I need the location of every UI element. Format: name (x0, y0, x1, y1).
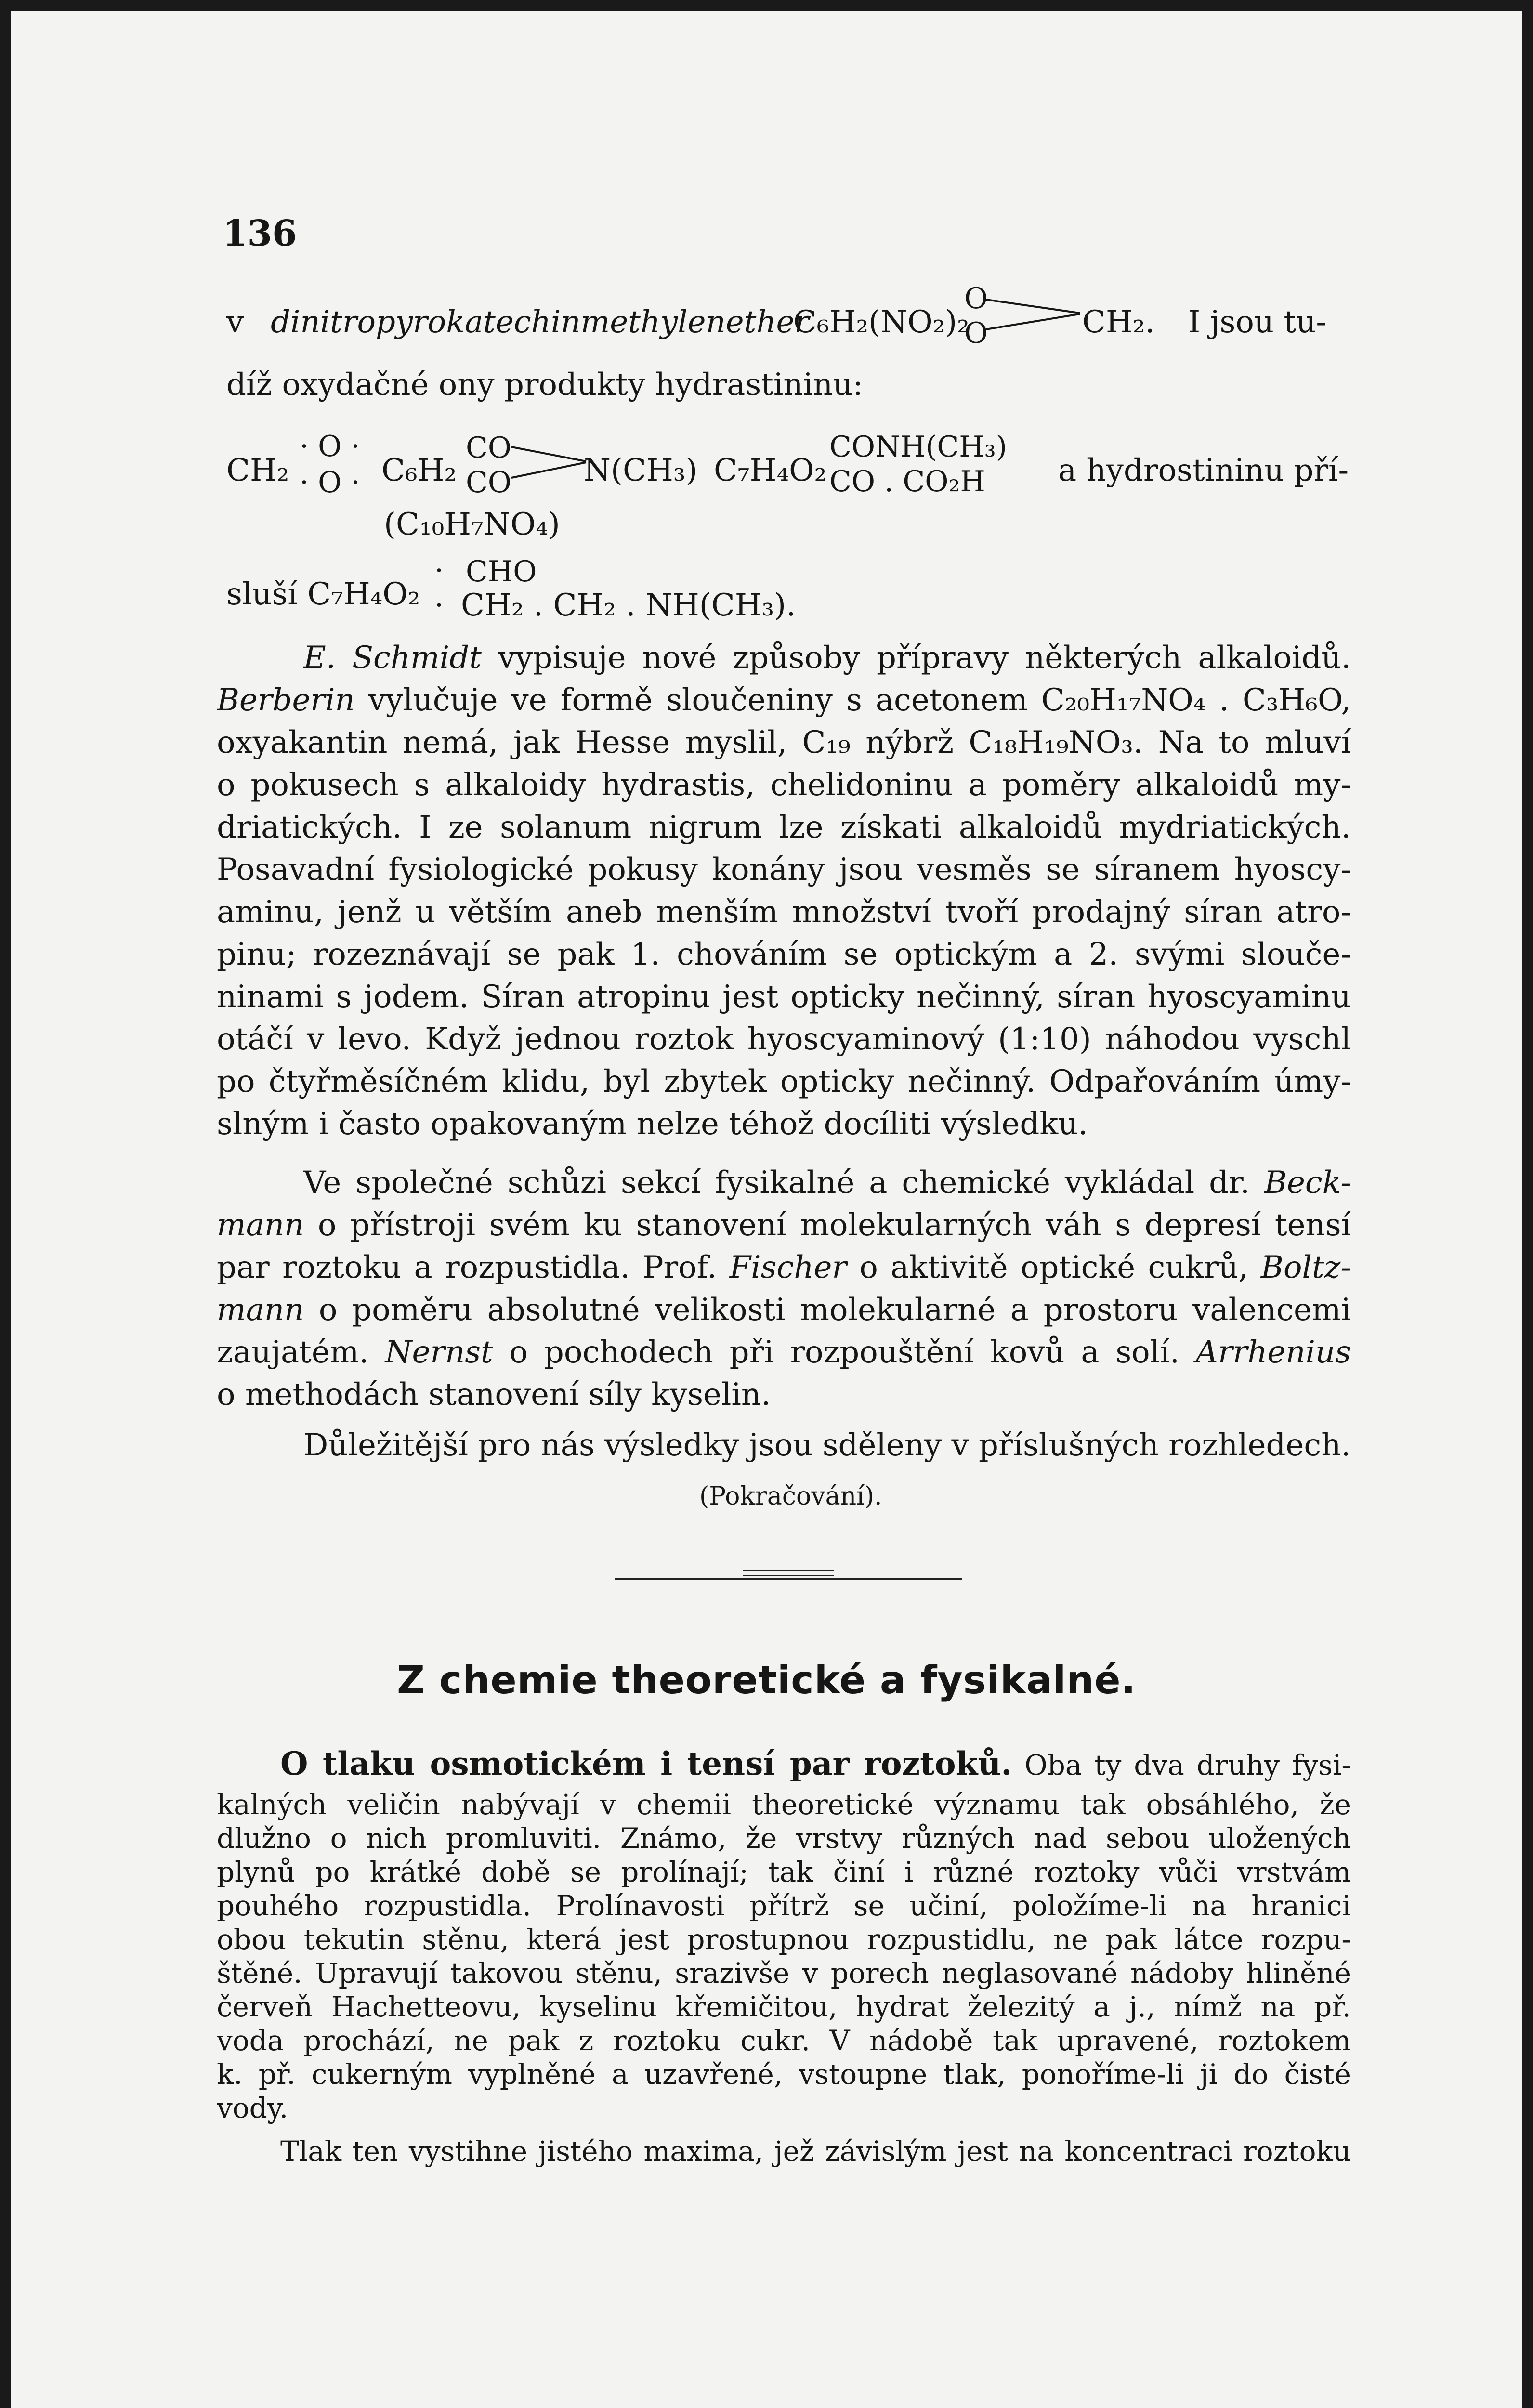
article-line: obou tekutin stěnu, která jest prostupnou rozpustidlu, ne pak látce rozpu- (217, 1923, 1351, 1956)
para1-line: Berberin vylučuje ve formě sloučeniny s acetonem C₂₀H₁₇NO₄ . C₃H₆O, (217, 682, 1351, 718)
para3-line: Důležitější pro nás výsledky jsou sděleny v příslušných rozhledech. (303, 1427, 1351, 1463)
formula-2-nitrogen: N(CH₃) (584, 453, 698, 488)
formula-2-co-top: CO (466, 431, 512, 465)
formula-2-molecular: (C₁₀H₇NO₄) (384, 507, 560, 542)
formula-2-ring: C₆H₂ (381, 453, 457, 488)
para1-line: pinu; rozeznávají se pak 1. chováním se optickým a 2. svými slouče- (217, 937, 1351, 972)
para1-line: Posavadní fysiologické pokusy konány jsou vesměs se síranem hyoscy- (217, 852, 1351, 888)
formula-2-dot-top: · O · (300, 430, 360, 463)
para1-line: slným i často opakovaným nelze téhož docíliti výsledku. (217, 1106, 1088, 1142)
formula-4-dot-bottom: · (434, 589, 444, 622)
para1-line: E. Schmidt vypisuje nové způsoby přípravy některých alkaloidů. (303, 640, 1351, 676)
article-line: kalných veličin nabývají v chemii theoretické významu tak obsáhlého, že (217, 1788, 1351, 1821)
formula-4-top: CHO (466, 555, 537, 589)
formula-2-co-bottom: CO (466, 466, 512, 499)
article-line: červeň Hachetteovu, kyselinu křemičitou, hydrat železitý a j., nímž na př. (217, 1990, 1351, 2023)
article-line: dlužno o nich promluviti. Známo, že vrstvy různých nad sebou uložených (217, 1822, 1351, 1855)
chem-formula-1-end: CH₂. (1082, 304, 1155, 340)
article-line: štěné. Upravují takovou stěnu, srazivše v porech neglasované nádoby hliněné (217, 1957, 1351, 1989)
formula-3-tail: a hydrostininu pří- (1058, 453, 1349, 488)
para1-line: po čtyřměsíčném klidu, byl zbytek opticky nečinný. Odpařováním úmy- (217, 1064, 1351, 1099)
para1-line: o pokusech s alkaloidy hydrastis, chelidoninu a poměry alkaloidů my- (217, 767, 1351, 803)
para2-line: mann o poměru absolutné velikosti molekularné a prostoru valencemi (217, 1292, 1351, 1328)
section-heading: Z chemie theoretické a fysikalné. (397, 1658, 1136, 1702)
scanned-page (11, 11, 1522, 2408)
formula-4-dot-top: · (434, 554, 444, 588)
page-number: 136 (223, 213, 297, 254)
para1-line: ninami s jodem. Síran atropinu jest opticky nečinný, síran hyoscyaminu (217, 979, 1351, 1015)
divider-rule (615, 1578, 962, 1580)
para2-line: Ve společné schůzi sekcí fysikalné a chemické vykládal dr. Beck- (303, 1165, 1351, 1201)
formula-2-ch2: CH₂ (226, 453, 289, 488)
para1-line: otáčí v levo. Když jednou roztok hyoscyaminový (1:10) náhodou vyschl (217, 1021, 1351, 1057)
formula-4-bottom: CH₂ . CH₂ . NH(CH₃). (461, 588, 796, 623)
para1-line: driatických. I ze solanum nigrum lze získati alkaloidů mydriatických. (217, 810, 1351, 845)
article-first-line: O tlaku osmotickém i tensí par roztoků. Oba ty dva druhy fysi- (280, 1745, 1351, 1782)
formula-1-bottom-oxygen: O (964, 316, 988, 350)
para1-line: aminu, jenž u větším aneb menším množství tvoří prodajný síran atro- (217, 894, 1351, 930)
para2-line: zaujatém. Nernst o pochodech při rozpouštění kovů a solí. Arrhenius (217, 1335, 1351, 1370)
chem-compound-name: dinitropyrokatechinmethylenether (271, 304, 809, 340)
formula-1-bracket (986, 295, 1082, 333)
para2-line: o methodách stanovení síly kyselin. (217, 1377, 771, 1413)
article-line: pouhého rozpustidla. Prolínavosti přítrž se učiní, položíme-li na hranici (217, 1889, 1351, 1922)
para2-line: par roztoku a rozpustidla. Prof. Fischer o aktivitě optické cukrů, Boltz- (217, 1250, 1351, 1285)
formula-3-top: CONH(CH₃) (829, 430, 1008, 464)
article-line: plynů po krátké době se prolínají; tak činí i různé roztoky vůči vrstvám (217, 1856, 1351, 1888)
formula-3-main: C₇H₄O₂ (714, 453, 827, 488)
article-line: k. př. cukerným vyplněné a uzavřené, vstoupne tlak, ponoříme-li ji do čisté (217, 2058, 1351, 2091)
article-line: Tlak ten vystihne jistého maxima, jež závislým jest na koncentraci roztoku (280, 2135, 1351, 2168)
para2-line: mann o přístroji svém ku stanovení molekularných váh s depresí tensí (217, 1207, 1351, 1243)
chem-intro-word: v (226, 304, 244, 340)
divider-rule-accent (743, 1570, 834, 1571)
article-line: voda prochází, ne pak z roztoku cukr. V nádobě tak upravené, roztokem (217, 2024, 1351, 2057)
divider-rule-accent (743, 1575, 834, 1576)
formula-4-lead: sluší C₇H₄O₂ (226, 576, 420, 612)
para1-line: oxyakantin nemá, jak Hesse myslil, C₁₉ nýbrž C₁₈H₁₉NO₃. Na to mluví (217, 725, 1351, 760)
formula-2-dot-bottom: · O · (300, 466, 360, 499)
continuation-note: (Pokračování). (699, 1482, 882, 1511)
formula-3-bottom: CO . CO₂H (829, 465, 985, 498)
formula-2-bracket (511, 442, 589, 481)
article-line: vody. (217, 2092, 288, 2124)
chem-formula-1: C₆H₂(NO₂)₂ (793, 304, 970, 340)
formula-1-top-oxygen: O (964, 282, 988, 315)
text-line-2: díž oxydačné ony produkty hydrastininu: (226, 367, 864, 403)
line-1-tail: I jsou tu- (1188, 304, 1326, 340)
